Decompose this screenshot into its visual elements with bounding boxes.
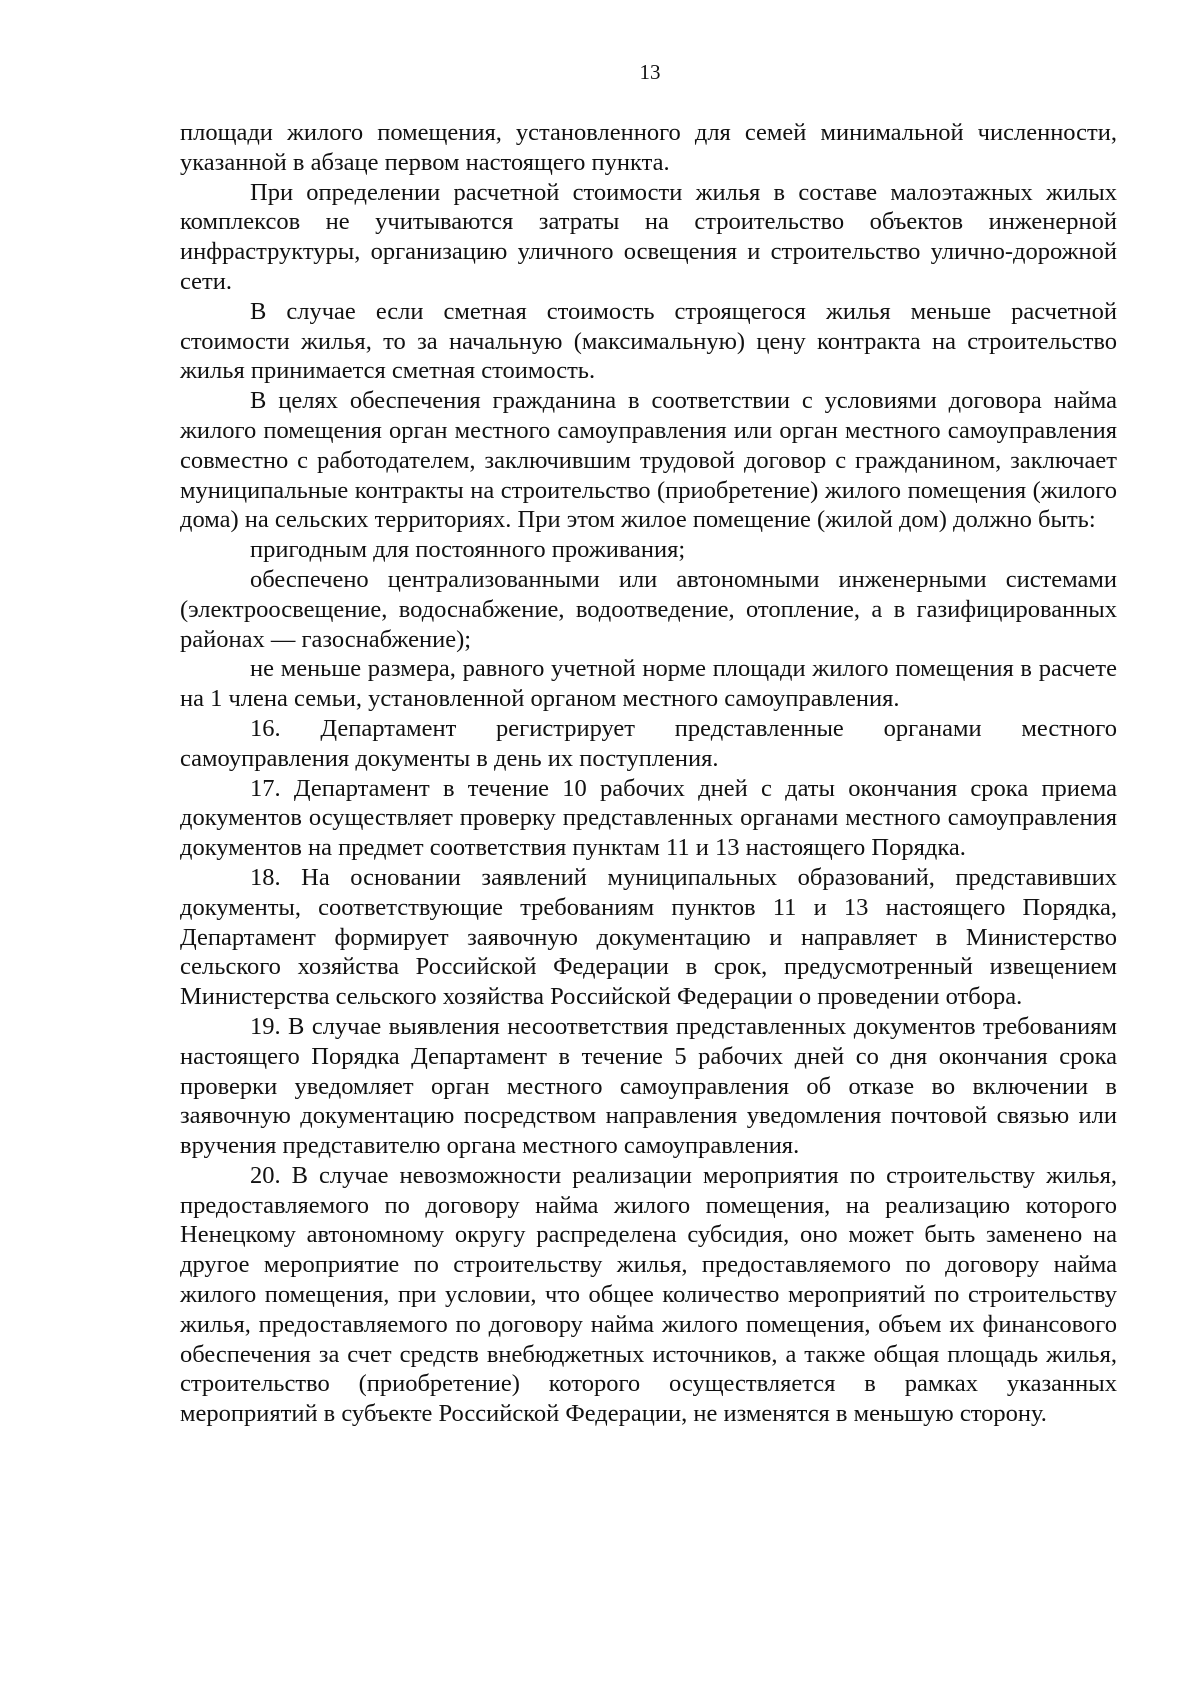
clause-20: 20. В случае невозможности реализации мероприятия по строительству жилья, предоставляемого по договору найма жилого помещения, на реализацию которого Ненецкому автономному округу распределена субсидия, оно может быть заменено на другое мероприятие по строительству жилья, предоставляемого по договору найма жилого помещения, при условии, что общее количество мероприятий по строительству жилья, предоставляемого по договору найма жилого помещения, объем их финансового обеспечения за счет средств внебюджетных источников, а также общая площадь жилья, строительство (приобретение) которого осуществляется в рамках указанных мероприятий в субъекте Российской Федерации, не изменятся в меньшую сторону. — [180, 1161, 1117, 1428]
paragraph-municipal-contracts: В целях обеспечения гражданина в соответствии с условиями договора найма жилого помещения орган местного самоуправления или орган местного самоуправления совместно с работодателем, заключившим трудовой договор с гражданином, заключает муниципальные контракты на строительство (приобретение) жилого помещения (жилого дома) на сельских территориях. При этом жилое помещение (жилой дом) должно быть: — [180, 387, 1117, 534]
clause-17: 17. Департамент в течение 10 рабочих дней с даты окончания срока приема документов осуществляет проверку представленных органами местного самоуправления документов на предмет соответствия пунктам 11 и 13 настоящего Порядка. — [180, 774, 1117, 862]
paragraph-calculated-cost: При определении расчетной стоимости жилья в составе малоэтажных жилых комплексов не учитываются затраты на строительство объектов инженерной инфраструктуры, организацию уличного освещения и строительство улично-дорожной сети. — [180, 178, 1117, 295]
clause-16: 16. Департамент регистрирует представленные органами местного самоуправления документы в день их поступления. — [180, 714, 1117, 772]
paragraph-estimated-cost: В случае если сметная стоимость строящегося жилья меньше расчетной стоимости жилья, то за начальную (максимальную) цену контракта на строительство жилья принимается сметная стоимость. — [180, 297, 1117, 385]
list-item-size-norm: не меньше размера, равного учетной норме площади жилого помещения в расчете на 1 члена семьи, установленной органом местного самоуправления. — [180, 655, 1117, 713]
list-item-suitable: пригодным для постоянного проживания; — [250, 536, 686, 564]
document-body — [180, 118, 1117, 1429]
clause-19: 19. В случае выявления несоответствия представленных документов требованиям настоящего Порядка Департамент в течение 5 рабочих дней со дня окончания срока проверки уведомляет орган местного самоуправления об отказе во включении в заявочную документацию посредством направления уведомления почтовой связью или вручения представителю органа местного самоуправления. — [180, 1012, 1117, 1160]
page-number: 13 — [639, 60, 661, 84]
paragraph-continuation-area: площади жилого помещения, установленного для семей минимальной численности, указанной в абзаце первом настоящего пункта. — [180, 119, 1117, 176]
clause-18: 18. На основании заявлений муниципальных образований, представивших документы, соответствующие требованиям пунктов 11 и 13 настоящего Порядка, Департамент формирует заявочную документацию и направляет в Министерство сельского хозяйства Российской Федерации в срок, предусмотренный извещением Министерства сельского хозяйства Российской Федерации о проведении отбора. — [180, 863, 1117, 1011]
list-item-engineering-systems: обеспечено централизованными или автономными инженерными системами (электроосвещение, водоснабжение, водоотведение, отопление, а в газифицированных районах — газоснабжение); — [180, 565, 1117, 653]
